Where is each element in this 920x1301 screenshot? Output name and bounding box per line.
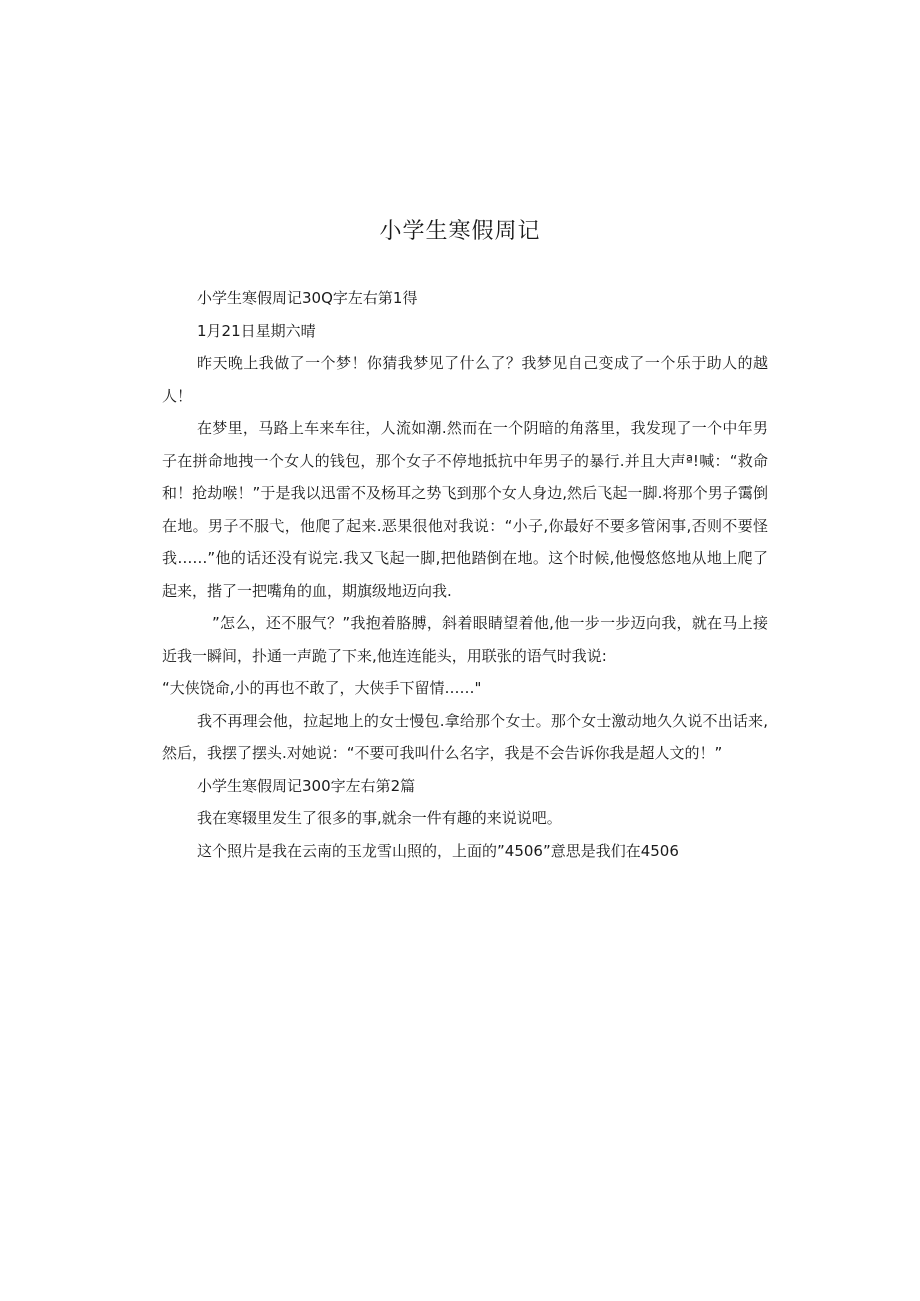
section-heading-2: 小学生寒假周记300字左右第2篇 xyxy=(197,776,416,795)
paragraph: ”怎么，还不服气？”我抱着胳膊，斜着眼睛望着他,他一步一步迈向我，就在马上接近我一瞬间，扑通一声跪了下来,他连连能头，用联张的语气时我说: xyxy=(162,614,768,665)
paragraph: 在梦里，马路上车来车往，人流如潮.然而在一个阴暗的角落里，我发现了一个中年男子在拼命地拽一个女人的钱包，那个女子不停地抵抗中年男子的暴行.并且大声ª!喊：“救命和！抢劫喉！”于是我以迅雷不及杨耳之势飞到那个女人身边,然后飞起一脚.将那个男子霭倒在地。男子不服弋，他爬了起来.恶果很他对我说：“小子,你最好不要多管闲事,否则不要怪我……”他的话还没有说完.我又飞起一脚,把他踏倒在地。这个时候,他慢悠悠地从地上爬了起来，揩了一把嘴角的血，期旗级地迈向我. xyxy=(162,419,768,600)
paragraph: 我不再理会他，拉起地上的女士慢包.拿给那个女士。那个女士激动地久久说不出话来,然后，我摆了摆头.对她说：“不要可我叫什么名字，我是不会告诉你我是超人文的！” xyxy=(162,711,768,762)
section-heading-1: 小学生寒假周记30Q字左右第1得 xyxy=(197,289,418,307)
paragraph: 这个照片是我在云南的玉龙雪山照的，上面的”4506”意思是我们在4506 xyxy=(197,841,679,860)
paragraph: 昨天晚上我做了一个梦！你猜我梦见了什么了？我梦见自己变成了一个乐于助人的越人！ xyxy=(162,354,768,405)
quote-line: “大侠饶命,小的再也不敢了，大侠手下留情……" xyxy=(162,679,482,697)
document-title: 小学生寒假周记 xyxy=(379,219,541,244)
document-body xyxy=(162,282,768,867)
date-line: 1月21日星期六晴 xyxy=(197,321,316,340)
paragraph: 我在寒辍里发生了很多的事,就余一件有趣的来说说吧。 xyxy=(197,809,562,827)
